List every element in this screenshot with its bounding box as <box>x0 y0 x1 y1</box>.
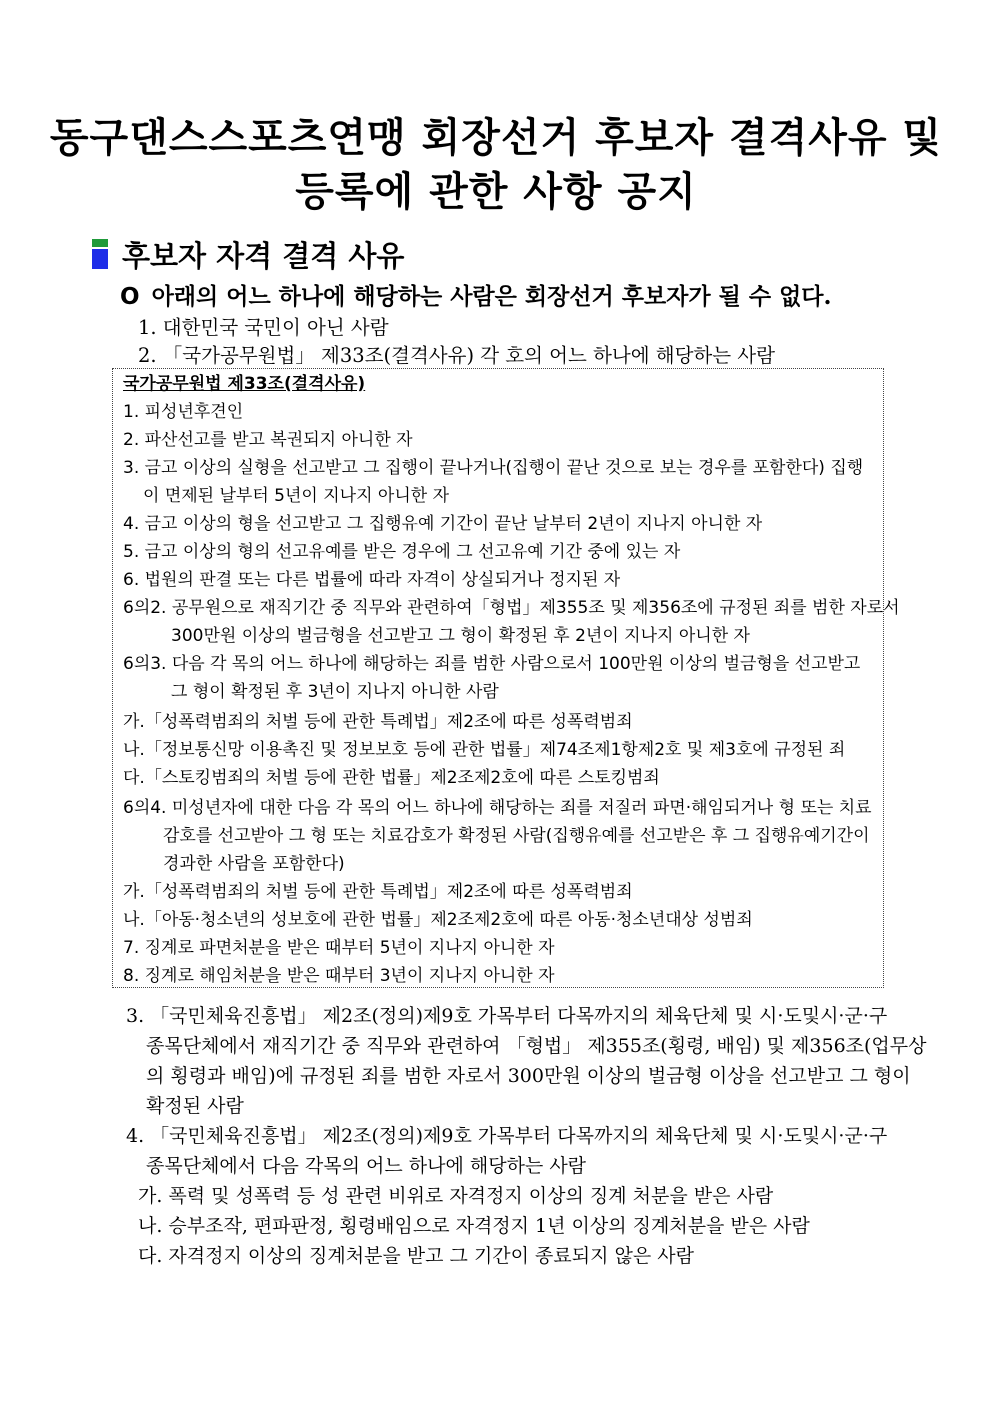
item-4-sub: 다. 자격정지 이상의 징계처분을 받고 그 기간이 종료되지 않은 사람 <box>138 1245 694 1267</box>
item-3-line: 의 횡령과 배임)에 규정된 죄를 범한 자로서 300만원 이상의 벌금형 이상을 선고받고 그 형이 <box>146 1065 911 1087</box>
law-line: 가.「성폭력범죄의 처벌 등에 관한 특례법」제2조에 따른 성폭력범죄 <box>123 712 633 732</box>
law-line: 다.「스토킹범죄의 처벌 등에 관한 법률」제2조제2호에 따른 스토킹범죄 <box>123 768 660 788</box>
law-line: 6의4. 미성년자에 대한 다음 각 목의 어느 하나에 해당하는 죄를 저질러 파면·해임되거나 형 또는 치료 <box>123 798 872 818</box>
intro-text: 아래의 어느 하나에 해당하는 사람은 회장선거 후보자가 될 수 없다. <box>151 283 832 310</box>
law-line: 6의2. 공무원으로 재직기간 중 직무와 관련하여「형법」제355조 및 제356조에 규정된 죄를 범한 자로서 <box>123 598 900 618</box>
section-title: 후보자 자격 결격 사유 <box>122 238 405 273</box>
intro-statement <box>120 278 832 311</box>
item-3-line: 확정된 사람 <box>146 1095 244 1117</box>
law-line: 4. 금고 이상의 형을 선고받고 그 집행유예 기간이 끝난 날부터 2년이 지나지 아니한 자 <box>123 514 763 534</box>
item-4-sub: 가. 폭력 및 성폭력 등 성 관련 비위로 자격정지 이상의 징계 처분을 받은 사람 <box>138 1185 774 1207</box>
law-line: 6의3. 다음 각 목의 어느 하나에 해당하는 죄를 범한 사람으로서 100만원 이상의 벌금형을 선고받고 <box>123 654 861 674</box>
law-line: 나.「아동·청소년의 성보호에 관한 법률」제2조제2호에 따른 아동·청소년대상 성범죄 <box>123 910 753 930</box>
law-line: 3. 금고 이상의 실형을 선고받고 그 집행이 끝나거나(집행이 끝난 것으로 보는 경우를 포함한다) 집행 <box>123 458 864 478</box>
page-title-line-2: 등록에 관한 사항 공지 <box>295 169 697 215</box>
circle-bullet-icon: O <box>120 284 140 310</box>
item-3-line: 3. 「국민체육진흥법」 제2조(정의)제9호 가목부터 다목까지의 체육단체 및 시·도및시·군·구 <box>126 1005 888 1027</box>
law-line: 2. 파산선고를 받고 복권되지 아니한 자 <box>123 430 413 450</box>
law-excerpt-title: 국가공무원법 제33조(결격사유) <box>123 374 366 394</box>
law-line: 그 형이 확정된 후 3년이 지나지 아니한 사람 <box>171 682 499 702</box>
law-line: 300만원 이상의 벌금형을 선고받고 그 형이 확정된 후 2년이 지나지 아니한 자 <box>171 626 750 646</box>
law-excerpt-box <box>112 368 900 988</box>
law-line: 6. 법원의 판결 또는 다른 법률에 따라 자격이 상실되거나 정지된 자 <box>123 570 621 590</box>
law-line: 감호를 선고받아 그 형 또는 치료감호가 확정된 사람(집행유예를 선고받은 후 그 집행유예기간이 <box>163 826 870 846</box>
item-3-line: 종목단체에서 재직기간 중 직무와 관련하여 「형법」 제355조(횡령, 배임) 및 제356조(업무상 <box>146 1035 927 1057</box>
law-line: 1. 피성년후견인 <box>123 402 244 422</box>
law-line: 경과한 사람을 포함한다) <box>163 854 345 874</box>
law-line: 7. 징계로 파면처분을 받은 때부터 5년이 지나지 아니한 자 <box>123 938 555 958</box>
item-1: 1. 대한민국 국민이 아닌 사람 <box>138 316 389 339</box>
item-2: 2. 「국가공무원법」 제33조(결격사유) 각 호의 어느 하나에 해당하는 사람 <box>138 344 775 367</box>
page-title-line-1: 동구댄스스포츠연맹 회장선거 후보자 결격사유 및 <box>49 115 943 161</box>
item-4-sub: 나. 승부조작, 편파판정, 횡령배임으로 자격정지 1년 이상의 징계처분을 받은 사람 <box>138 1215 810 1237</box>
law-line: 8. 징계로 해임처분을 받은 때부터 3년이 지나지 아니한 자 <box>123 966 555 986</box>
section-marker-icon <box>92 239 108 269</box>
item-4-line: 4. 「국민체육진흥법」 제2조(정의)제9호 가목부터 다목까지의 체육단체 및 시·도및시·군·구 <box>126 1125 888 1147</box>
section-heading <box>92 236 404 272</box>
law-line: 5. 금고 이상의 형의 선고유예를 받은 경우에 그 선고유예 기간 중에 있는 자 <box>123 542 681 562</box>
law-line: 이 면제된 날부터 5년이 지나지 아니한 자 <box>143 486 449 506</box>
item-4-line: 종목단체에서 다음 각목의 어느 하나에 해당하는 사람 <box>146 1155 587 1177</box>
law-line: 나.「정보통신망 이용촉진 및 정보보호 등에 관한 법률」제74조제1항제2호 및 제3호에 규정된 죄 <box>123 740 846 760</box>
law-line: 가.「성폭력범죄의 처벌 등에 관한 특례법」제2조에 따른 성폭력범죄 <box>123 882 633 902</box>
